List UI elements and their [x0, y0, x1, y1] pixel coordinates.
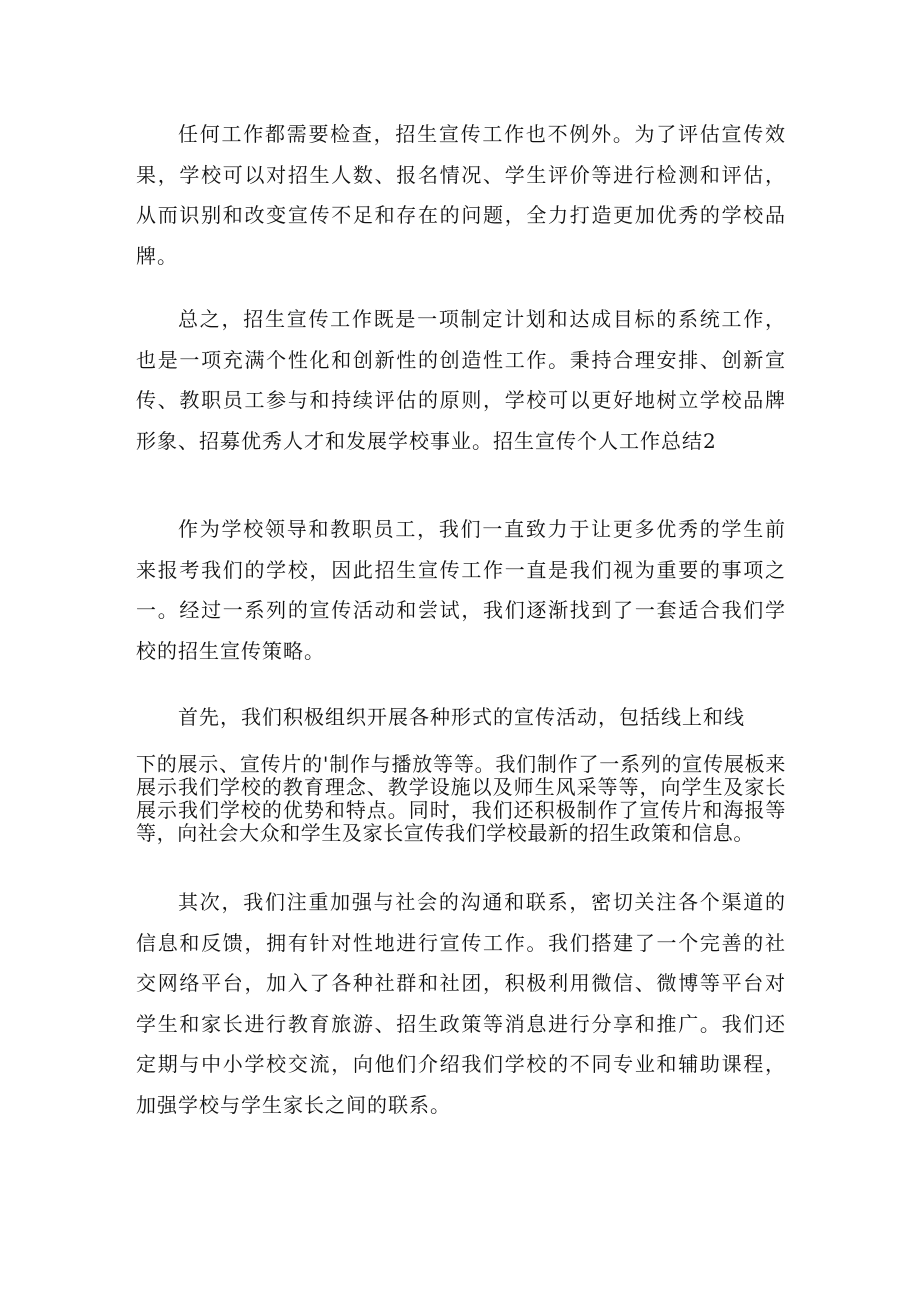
paragraph-second-point: 其次，我们注重加强与社会的沟通和联系，密切关注各个渠道的信息和反馈，拥有针对性地进行宣传工作。我们搭建了一个完善的社交网络平台，加入了各种社群和社团，积极利用微信、微博等平台对学生和家长进行教育旅游、招生政策等消息进行分享和推广。我们还定期与中小学校交流，向他们介绍我们学校的不同专业和辅助课程，加强学校与学生家长之间的联系。	[136, 890, 786, 1117]
paragraph-first-point-body: 下的展示、宣传片的'制作与播放等等。我们制作了一系列的宣传展板来展示我们学校的教育理念、教学设施以及师生风采等等，向学生及家长展示我们学校的优势和特点。同时，我们还积极制作了宣传片和海报等等，向社会大众和学生及家长宣传我们学校最新的招生政策和信息。	[136, 752, 786, 845]
paragraph-introduction: 作为学校领导和教职员工，我们一直致力于让更多优秀的学生前来报考我们的学校，因此招生宣传工作一直是我们视为重要的事项之一。经过一系列的宣传活动和尝试，我们逐渐找到了一套适合我们学校的招生宣传策略。	[136, 517, 786, 663]
paragraph-summary: 总之，招生宣传工作既是一项制定计划和达成目标的系统工作，也是一项充满个性化和创新性的创造性工作。秉持合理安排、创新宣传、教职员工参与和持续评估的原则，学校可以更好地树立学校品牌形象、招募优秀人才和发展学校事业。招生宣传个人工作总结2	[136, 307, 786, 453]
paragraph-first-point-lead: 首先，我们积极组织开展各种形式的宣传活动，包括线上和线	[178, 705, 745, 729]
paragraph-evaluation: 任何工作都需要检查，招生宣传工作也不例外。为了评估宣传效果，学校可以对招生人数、报名情况、学生评价等进行检测和评估，从而识别和改变宣传不足和存在的问题，全力打造更加优秀的学校品牌。	[136, 122, 786, 268]
